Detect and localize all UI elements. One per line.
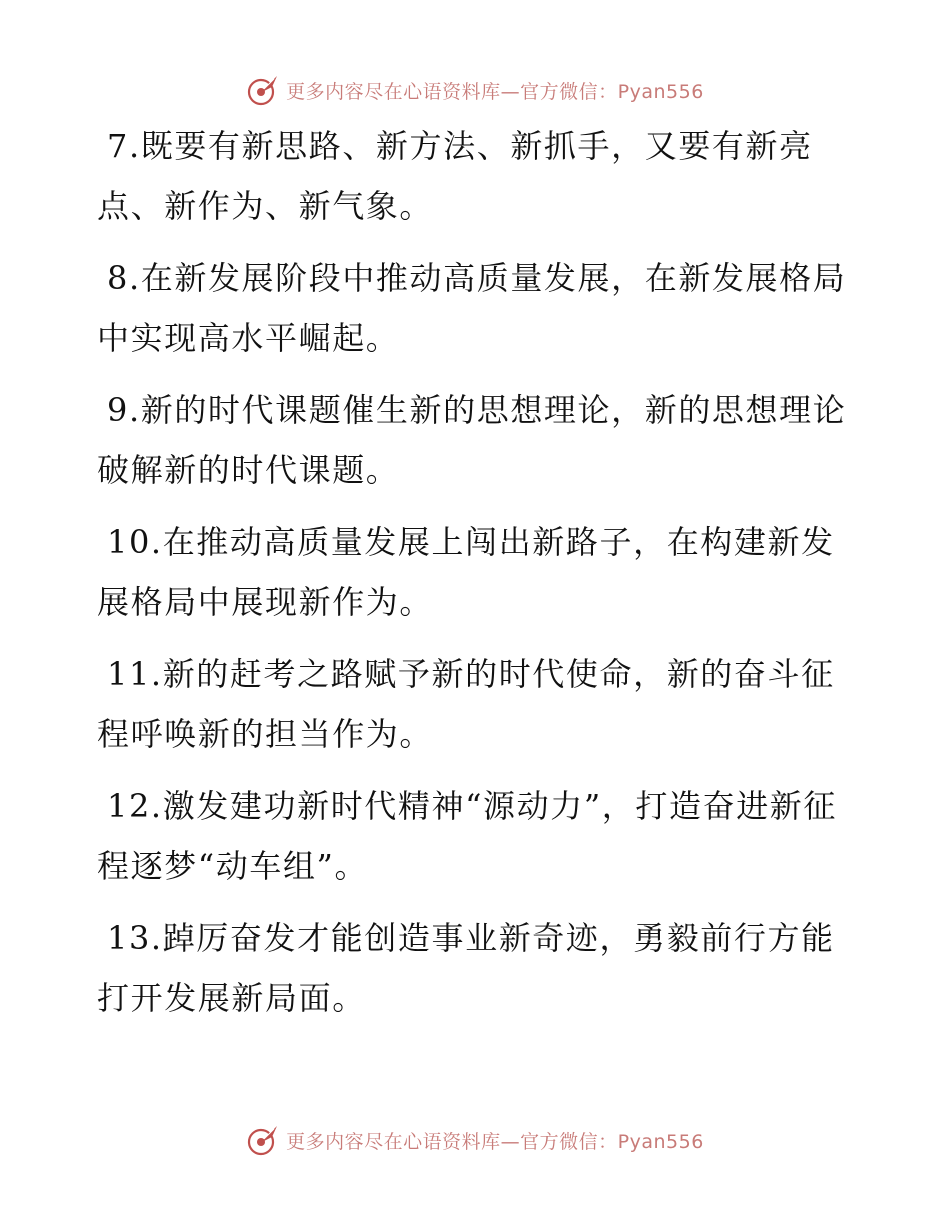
header-watermark <box>0 70 950 110</box>
document-body <box>97 116 849 1040</box>
quill-logo-icon <box>246 73 280 107</box>
list-item: 12.激发建功新时代精神“源动力”，打造奋进新征程逐梦“动车组”。 <box>97 787 838 885</box>
watermark-text: 更多内容尽在心语资料库—官方微信：Pyan556 <box>286 1130 704 1153</box>
list-item: 13.踔厉奋发才能创造事业新奇迹，勇毅前行方能打开发展新局面。 <box>97 919 835 1017</box>
footer-watermark <box>0 1120 950 1160</box>
list-item: 9.新的时代课题催生新的思想理论，新的思想理论破解新的时代课题。 <box>97 391 847 489</box>
quill-logo-icon <box>246 1123 280 1157</box>
list-item: 8.在新发展阶段中推动高质量发展，在新发展格局中实现高水平崛起。 <box>97 259 847 357</box>
list-item: 11.新的赶考之路赋予新的时代使命，新的奋斗征程呼唤新的担当作为。 <box>97 655 835 753</box>
watermark-text: 更多内容尽在心语资料库—官方微信：Pyan556 <box>286 80 704 103</box>
list-item: 7.既要有新思路、新方法、新抓手，又要有新亮点、新作为、新气象。 <box>97 127 813 225</box>
list-item: 10.在推动高质量发展上闯出新路子，在构建新发展格局中展现新作为。 <box>97 523 835 621</box>
